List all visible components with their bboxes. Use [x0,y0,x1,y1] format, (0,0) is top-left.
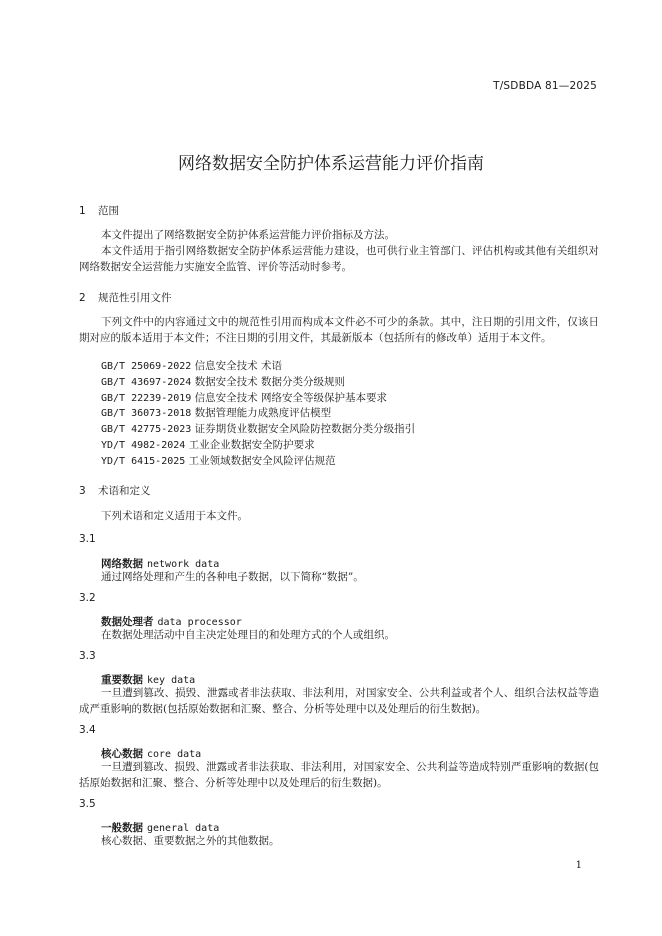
reference-code: GB/T 22239-2019 [101,392,192,404]
paragraph: 本文件适用于指引网络数据安全防护体系运营能力建设，也可供行业主管部门、评估机构或其他有关组织对网络数据安全运营能力实施安全监管、评价等活动时参考。 [79,245,599,273]
reference-item [101,406,415,422]
reference-item [101,454,415,470]
reference-code: GB/T 36073-2018 [101,408,192,420]
reference-code: YD/T 6415-2025 [101,455,186,467]
term-en: network data [147,559,220,570]
term-name [101,746,201,761]
term-en: general data [147,823,220,834]
reference-title: 信息安全技术 术语 [194,360,282,372]
reference-code: GB/T 25069-2022 [101,361,192,372]
reference-item [101,391,415,407]
term-number: 3.3 [79,650,96,662]
term-number: 3.4 [79,724,96,736]
reference-code: GB/T 42775-2023 [101,424,192,436]
reference-item [101,422,415,438]
reference-title: 工业企业数据安全防护要求 [188,438,315,451]
section-heading-terms [79,483,151,498]
reference-title: 证券期货业数据安全风险防控数据分类分级指引 [194,423,416,436]
term-en: key data [147,675,196,686]
section-title: 术语和定义 [98,485,151,497]
standard-number: T/SDBDA 81—2025 [493,80,597,92]
term-name [101,672,195,687]
page-number: 1 [575,860,582,871]
term-en: core data [147,749,202,760]
term-number: 3.2 [79,592,96,604]
section-number: 2 [79,292,86,304]
term-definition: 一旦遭到篡改、损毁、泄露或者非法获取、非法利用，对国家安全、公共利益等造成特别严重影响的数据(包括原始数据和汇聚、整合、分析等处理中以及处理后的衍生数据)。 [79,761,599,789]
term-zh: 网络数据 [101,558,143,570]
term-number: 3.1 [79,533,96,545]
reference-list [101,359,415,470]
term-definition: 核心数据、重要数据之外的其他数据。 [101,835,280,847]
reference-title: 数据管理能力成熟度评估模型 [194,407,332,420]
section-number: 1 [79,205,86,217]
section-number: 3 [79,485,86,497]
reference-code: YD/T 4982-2024 [101,439,186,451]
term-name [101,614,242,629]
section-title: 范围 [98,205,119,217]
term-definition: 通过网络处理和产生的各种电子数据，以下简称“数据”。 [101,571,364,583]
term-zh: 数据处理者 [101,616,154,628]
reference-title: 信息安全技术 网络安全等级保护基本要求 [194,391,387,404]
reference-title: 数据安全技术 数据分类分级规则 [194,375,345,388]
term-definition: 一旦遭到篡改、损毁、泄露或者非法获取、非法利用，对国家安全、公共利益或者个人、组织合法权益等造成严重影响的数据(包括原始数据和汇聚、整合、分析等处理中以及处理后的衍生数据)。 [79,687,599,715]
reference-item [101,375,415,391]
reference-title: 工业领域数据安全风险评估规范 [188,454,336,467]
section-heading-normative-references [79,290,172,305]
term-name [101,556,219,571]
reference-item [101,359,415,375]
term-name [101,820,219,835]
term-zh: 核心数据 [101,748,143,760]
paragraph: 下列术语和定义适用于本文件。 [101,510,248,522]
term-en: data processor [157,617,242,628]
term-zh: 重要数据 [101,674,143,686]
paragraph: 本文件提出了网络数据安全防护体系运营能力评价指标及方法。 [101,229,395,241]
reference-item [101,438,415,454]
reference-code: GB/T 43697-2024 [101,376,192,388]
section-heading-scope [79,203,119,218]
document-title: 网络数据安全防护体系运营能力评价指南 [178,154,484,174]
paragraph: 下列文件中的内容通过文中的规范性引用而构成本文件必不可少的条款。其中，注日期的引用文件，仅该日期对应的版本适用于本文件；不注日期的引用文件，其最新版本（包括所有的修改单）适用于本文件。 [79,316,599,344]
term-definition: 在数据处理活动中自主决定处理目的和处理方式的个人或组织。 [101,629,395,641]
term-zh: 一般数据 [101,822,143,834]
section-title: 规范性引用文件 [98,292,172,304]
term-number: 3.5 [79,798,96,810]
